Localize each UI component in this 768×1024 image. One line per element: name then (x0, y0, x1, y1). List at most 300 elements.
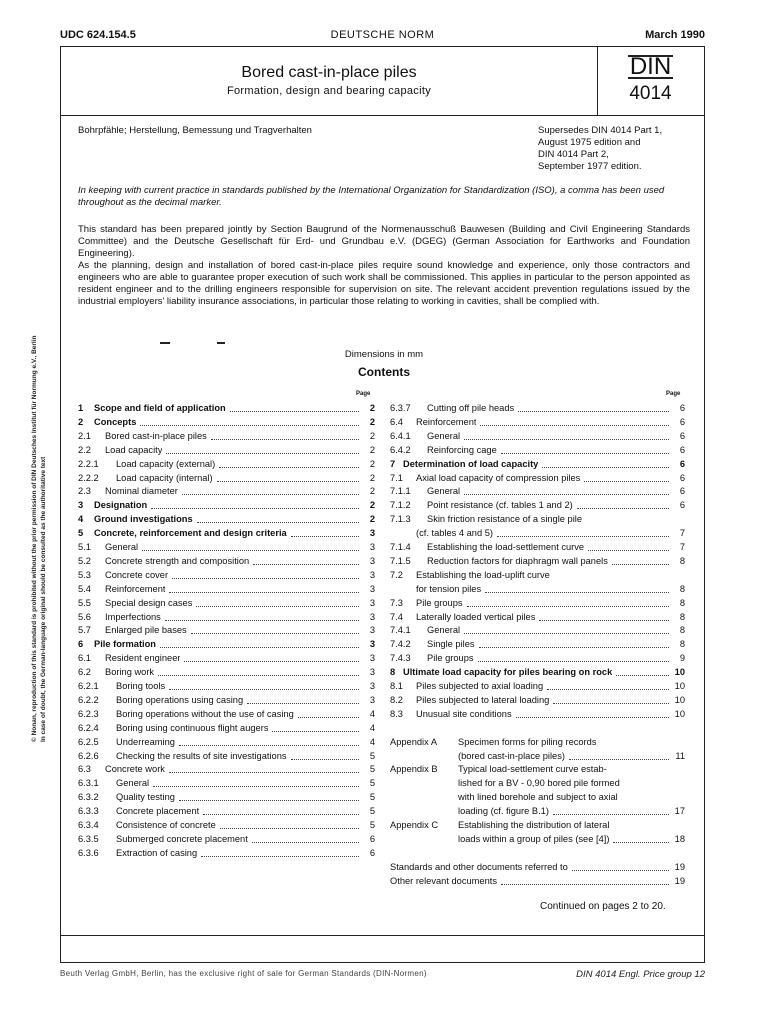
toc-entry[interactable] (390, 444, 685, 456)
toc-leader-dots (501, 875, 669, 885)
toc-entry-title: Bored cast-in-place piles (105, 430, 207, 441)
toc-entry-title: Other relevant documents (390, 875, 497, 886)
intro-paragraph: As the planning, design and installation of bored cast-in-place piles require sound knowledge and experience, only those contractors and engineers who are able to guarantee proper execution of such work shall be commissioned. This applies in particular to the person appointed as resident engineer and to the drilling engineers responsible for supervision on site. The relevant accident prevention regulations issued by the industrial employers' liability insurance associations, in particular those relating to working in cavities, shall be complied with. (78, 260, 690, 307)
toc-entry[interactable] (78, 555, 375, 567)
toc-entry-title: Boring work (105, 667, 155, 678)
toc-entry[interactable] (78, 430, 375, 442)
toc-entry[interactable] (78, 763, 375, 775)
toc-leader-dots (153, 777, 359, 787)
toc-leader-dots (165, 611, 359, 621)
toc-entry[interactable] (78, 805, 375, 817)
title-cell (61, 47, 598, 115)
toc-entry[interactable] (78, 847, 375, 859)
toc-entry[interactable] (390, 624, 685, 636)
toc-entry[interactable] (390, 430, 685, 442)
supersedes-line: August 1975 edition and (538, 137, 641, 148)
toc-entry[interactable] (390, 750, 685, 762)
toc-entry[interactable] (78, 611, 375, 623)
toc-leader-dots (272, 722, 359, 732)
toc-entry[interactable] (78, 527, 375, 539)
toc-leader-dots (179, 736, 359, 746)
toc-entry[interactable] (78, 499, 375, 511)
toc-entry[interactable] (78, 750, 375, 762)
toc-entry-title: Concrete work (105, 764, 165, 775)
toc-entry-page: 3 (369, 625, 375, 636)
toc-leader-dots (217, 472, 359, 482)
toc-entry-number: 2.2.1 (78, 458, 99, 469)
toc-entry-title: Concrete placement (116, 806, 200, 817)
toc-entry[interactable] (390, 611, 685, 623)
toc-entry[interactable] (78, 541, 375, 553)
toc-entry-number: 6.3.3 (78, 806, 99, 817)
toc-entry[interactable] (390, 416, 685, 428)
toc-leader-dots (584, 472, 669, 482)
toc-entry-page: 3 (369, 639, 375, 650)
toc-entry-number: 7.1.5 (390, 555, 411, 566)
toc-entry-number: 7 (390, 458, 396, 469)
toc-entry-page: 3 (369, 528, 375, 539)
title-block (61, 47, 704, 116)
toc-entry-title: Consistence of concrete (116, 820, 216, 830)
toc-leader-dots (516, 708, 669, 718)
norm-label: DEUTSCHE NORM (330, 29, 435, 41)
toc-leader-dots (247, 694, 359, 704)
toc-entry-title: Submerged concrete placement (116, 833, 248, 844)
toc-leader-dots (211, 430, 359, 440)
toc-leader-dots (518, 402, 669, 412)
toc-entry-title: Typical load-settlement curve estab- (458, 764, 607, 775)
toc-entry-page: 6 (679, 444, 685, 455)
toc-entry-page: 19 (674, 875, 685, 886)
toc-entry-number: Appendix C (390, 820, 439, 830)
toc-leader-dots (553, 694, 669, 704)
toc-entry-number: 6.3.4 (78, 820, 99, 830)
toc-entry-number: 6.3.2 (78, 792, 99, 803)
toc-entry-page: 5 (369, 778, 375, 789)
toc-leader-dots (252, 833, 359, 843)
toc-entry-title: General (116, 778, 150, 789)
toc-entry-page: 3 (369, 667, 375, 678)
toc-leader-dots (616, 666, 669, 676)
toc-entry-number: 5.7 (78, 625, 91, 636)
toc-entry-number: 6.2.4 (78, 722, 99, 733)
bottom-box (61, 935, 704, 962)
toc-entry-number: 6.2.6 (78, 750, 99, 761)
toc-entry[interactable] (78, 513, 375, 525)
toc-entry-page: 5 (369, 820, 375, 830)
toc-entry[interactable] (78, 777, 375, 789)
toc-entry-title: Point resistance (cf. tables 1 and 2) (427, 500, 573, 511)
toc-entry[interactable] (390, 597, 685, 609)
toc-leader-dots (577, 499, 669, 509)
toc-entry[interactable] (78, 597, 375, 609)
toc-leader-dots (182, 485, 359, 495)
toc-entry-title: General (105, 542, 139, 552)
toc-entry-page: 3 (369, 653, 375, 664)
toc-entry-number: 7.4.1 (390, 625, 411, 636)
toc-entry-title: Concrete strength and composition (105, 555, 250, 566)
toc-leader-dots (479, 638, 669, 648)
copyright-line: In case of doubt, the German-language original should be consulted as the authoritative text (40, 456, 47, 742)
price-group: DIN 4014 Engl. Price group 12 (576, 969, 705, 980)
toc-entry[interactable] (78, 458, 375, 470)
toc-entry-page: 3 (369, 694, 375, 705)
toc-entry-title: for tension piles (416, 583, 482, 594)
toc-entry[interactable] (390, 694, 685, 706)
toc-entry-number: 2.2.2 (78, 472, 99, 483)
toc-leader-dots (291, 750, 359, 760)
toc-entry-title: Standards and other documents referred to (390, 861, 568, 872)
supersedes-line: Supersedes DIN 4014 Part 1, (538, 125, 663, 136)
toc-entry[interactable] (78, 819, 375, 831)
toc-entry[interactable] (390, 680, 685, 692)
toc-entry-title: Reduction factors for diaphragm wall panels (427, 555, 608, 566)
toc-entry[interactable] (390, 402, 685, 414)
toc-entry-number: Appendix A (390, 736, 438, 747)
toc-entry-title: Boring using continuous flight augers (116, 722, 269, 733)
toc-entry-title: Establishing the distribution of lateral (458, 820, 610, 830)
toc-entry-title: Boring tools (116, 681, 166, 691)
toc-entry-page: 8 (679, 639, 685, 650)
german-title: Bohrpfähle; Herstellung, Bemessung und Tragverhalten (78, 125, 312, 136)
toc-leader-dots (203, 805, 359, 815)
toc-leader-dots (179, 791, 359, 801)
toc-entry-number: 5.5 (78, 597, 91, 608)
toc-entry-page: 6 (679, 430, 685, 441)
toc-entry-title: Imperfections (105, 611, 161, 622)
toc-entry[interactable] (78, 638, 375, 650)
toc-entry-number: Appendix B (390, 764, 438, 775)
toc-entry-number: 7.4.2 (390, 639, 411, 650)
toc-entry-number: 6.2.2 (78, 694, 99, 705)
toc-entry-number: 6.2.3 (78, 708, 99, 719)
toc-entry-title: loading (cf. figure B.1) (458, 806, 549, 817)
toc-entry-number: 7.1 (390, 472, 403, 483)
toc-entry-number: 6.1 (78, 653, 91, 664)
toc-entry[interactable] (390, 666, 685, 678)
supersedes-line: September 1977 edition. (538, 161, 642, 172)
toc-entry[interactable] (390, 555, 685, 567)
toc-entry-number: 7.1.4 (390, 542, 411, 552)
toc-entry[interactable] (78, 444, 375, 456)
publisher-note: Beuth Verlag GmbH, Berlin, has the exclusive right of sale for German Standards (DIN-Normen) (60, 969, 427, 978)
udc-code: UDC 624.154.5 (60, 29, 136, 41)
toc-entry-page: 2 (369, 458, 375, 469)
toc-entry-title: Single piles (427, 639, 475, 650)
toc-entry-page: 5 (369, 764, 375, 775)
toc-entry-title: Special design cases (105, 597, 193, 608)
toc-leader-dots (220, 819, 359, 829)
toc-entry-page: 8 (679, 611, 685, 622)
toc-leader-dots (480, 416, 669, 426)
toc-entry-number: 2.1 (78, 430, 91, 441)
toc-entry[interactable] (390, 708, 685, 720)
toc-entry[interactable] (390, 875, 685, 887)
toc-entry-number: 3 (78, 500, 84, 511)
toc-leader-dots (166, 444, 359, 454)
toc-entry-page: 2 (369, 403, 375, 413)
toc-entry-page: 19 (674, 861, 685, 872)
toc-entry-page: 10 (674, 681, 685, 691)
toc-entry[interactable] (78, 736, 375, 748)
toc-entry-number: 2 (78, 416, 84, 427)
toc-entry-page: 6 (679, 500, 685, 511)
toc-entry-title: Establishing the load-uplift curve (416, 569, 550, 580)
toc-leader-dots (569, 750, 669, 760)
toc-entry-page: 6 (369, 847, 375, 858)
toc-entry-page: 7 (679, 528, 685, 539)
toc-entry-title: Reinforcing cage (427, 444, 497, 455)
toc-entry-title: General (427, 625, 461, 636)
toc-entry-page: 3 (369, 611, 375, 622)
toc-entry[interactable] (390, 791, 685, 803)
document-title: Bored cast-in-place piles (241, 64, 417, 81)
toc-entry[interactable] (78, 708, 375, 720)
toc-entry-number: 5.3 (78, 569, 91, 580)
toc-entry-number: 8.3 (390, 708, 403, 719)
toc-entry[interactable] (78, 652, 375, 664)
toc-entry[interactable] (78, 569, 375, 581)
toc-entry-page: 18 (674, 833, 685, 844)
toc-entry[interactable] (390, 458, 685, 470)
toc-entry[interactable] (390, 527, 685, 539)
toc-entry[interactable] (390, 472, 685, 484)
toc-entry-title: Resident engineer (105, 653, 181, 664)
toc-entry-page: 2 (369, 430, 375, 441)
toc-entry-page: 8 (679, 583, 685, 594)
toc-entry[interactable] (390, 777, 685, 789)
toc-entry[interactable] (390, 736, 685, 748)
toc-entry[interactable] (78, 680, 375, 692)
toc-entry[interactable] (78, 472, 375, 484)
iso-note: In keeping with current practice in standards published by the International Organization for Standardization (ISO), a comma has been used throughout as the decimal marker. (78, 185, 665, 208)
toc-entry-title: Quality testing (116, 792, 175, 803)
toc-entry-title: Pile formation (94, 639, 156, 650)
toc-entry-page: 2 (369, 472, 375, 483)
toc-leader-dots (485, 583, 669, 593)
toc-entry[interactable] (390, 722, 685, 734)
toc-entry-page: 3 (369, 597, 375, 608)
toc-entry-title: Concepts (94, 416, 137, 427)
din-number: 4014 (629, 83, 672, 104)
toc-entry-number: 7.4.3 (390, 653, 411, 664)
document-subtitle: Formation, design and bearing capacity (226, 85, 431, 97)
toc-entry-page: 10 (674, 694, 685, 705)
toc-entry-page: 5 (369, 806, 375, 817)
toc-entry-title: Nominal diameter (105, 486, 178, 497)
toc-leader-dots (219, 458, 359, 468)
toc-entry-title: Establishing the load-settlement curve (427, 542, 585, 552)
toc-leader-dots (588, 541, 669, 551)
toc-entry-title: Ground investigations (94, 514, 193, 525)
toc-entry-number: 5.1 (78, 542, 91, 552)
toc-entry-title: Load capacity (external) (116, 458, 216, 469)
toc-leader-dots (542, 458, 669, 468)
toc-entry[interactable] (390, 763, 685, 775)
toc-entry-number: 6.3.6 (78, 847, 99, 858)
toc-leader-dots (539, 611, 669, 621)
din-cell (597, 47, 704, 115)
toc-entry-page: 7 (679, 542, 685, 552)
page-column-label: Page (666, 391, 681, 397)
toc-entry-page: 8 (679, 625, 685, 636)
toc-entry[interactable] (390, 805, 685, 817)
toc-entry-page: 3 (369, 681, 375, 691)
toc-entry[interactable] (390, 652, 685, 664)
toc-entry-title: Skin friction resistance of a single pile (427, 514, 583, 525)
toc-leader-dots (151, 499, 359, 509)
toc-entry-number: 5 (78, 528, 84, 539)
toc-leader-dots (197, 513, 359, 523)
toc-entry-page: 9 (679, 653, 685, 664)
toc-leader-dots (464, 624, 669, 634)
toc-entry[interactable] (78, 583, 375, 595)
toc-entry-title: General (427, 430, 461, 441)
toc-entry-number: 6.4.1 (390, 430, 411, 441)
toc-entry-title: Designation (94, 500, 148, 511)
toc-entry-title: Underreaming (116, 736, 175, 747)
toc-leader-dots (169, 763, 359, 773)
toc-entry[interactable] (390, 583, 685, 595)
toc-entry-number: 6.4.2 (390, 444, 411, 455)
toc-entry[interactable] (78, 791, 375, 803)
mark-dash (217, 342, 225, 344)
toc-entry-number: 7.3 (390, 597, 403, 608)
toc-leader-dots (464, 485, 669, 495)
toc-entry-page: 6 (369, 833, 375, 844)
toc-leader-dots (467, 597, 669, 607)
toc-leader-dots (497, 527, 669, 537)
toc-entry[interactable] (390, 569, 685, 581)
toc-entry[interactable] (390, 861, 685, 873)
toc-entry[interactable] (390, 513, 685, 525)
toc-leader-dots (547, 680, 669, 690)
toc-entry-page: 6 (679, 486, 685, 497)
toc-entry-number: 7.1.2 (390, 500, 411, 511)
toc-entry-number: 2.3 (78, 486, 91, 497)
toc-entry-title: Concrete cover (105, 569, 169, 580)
toc-entry-page: 17 (674, 806, 685, 817)
copyright-line: © Nonan, reproduction of this standard is prohibited without the prior permission of DIN Deutsches Institut für Normung e.V., Berlin (31, 335, 38, 742)
toc-entry[interactable] (78, 402, 375, 414)
toc-entry-title: Unusual site conditions (416, 708, 512, 719)
toc-leader-dots (172, 569, 359, 579)
toc-entry[interactable] (78, 416, 375, 428)
toc-entry-page: 10 (674, 667, 685, 678)
toc-entry-number: 5.2 (78, 555, 91, 566)
toc-entry-number: 6.3.1 (78, 778, 99, 789)
toc-entry-title: Extraction of casing (116, 847, 198, 858)
toc-entry-number: 6.2 (78, 667, 91, 678)
toc-leader-dots (298, 708, 359, 718)
toc-entry[interactable] (390, 485, 685, 497)
mark-dash (160, 342, 170, 344)
toc-entry-number: 8.2 (390, 694, 403, 705)
toc-entry-page: 2 (369, 486, 375, 497)
toc-entry[interactable] (390, 499, 685, 511)
toc-leader-dots (253, 555, 359, 565)
din-logo: DIN (629, 53, 672, 80)
toc-entry-page: 4 (369, 722, 375, 733)
toc-entry-number: 6.3 (78, 764, 91, 775)
toc-entry-number: 4 (78, 514, 84, 525)
toc-entry-page: 6 (679, 458, 685, 469)
toc-entry-page: 4 (369, 736, 375, 747)
toc-leader-dots (291, 527, 359, 537)
toc-entry-page: 6 (679, 416, 685, 427)
toc-entry-title: Specimen forms for piling records (458, 736, 597, 747)
toc-entry-title: General (427, 486, 461, 497)
dimensions-note: Dimensions in mm (344, 349, 424, 360)
toc-entry-title: Piles subjected to lateral loading (416, 694, 550, 705)
toc-entry[interactable] (78, 722, 375, 734)
toc-entry[interactable] (390, 847, 685, 859)
toc-entry[interactable] (78, 666, 375, 678)
toc-entry[interactable] (390, 833, 685, 845)
toc-leader-dots (613, 833, 669, 843)
toc-entry-title: Axial load capacity of compression piles (416, 472, 581, 483)
toc-entry[interactable] (390, 819, 685, 831)
toc-entry-title: Scope and field of application (94, 403, 226, 413)
toc-entry-number: 6.2.5 (78, 736, 99, 747)
issue-date: March 1990 (645, 29, 705, 41)
toc-entry-title: loads within a group of piles (see [4]) (458, 833, 610, 844)
toc-entry-title: Laterally loaded vertical piles (416, 611, 536, 622)
toc-entry[interactable] (390, 638, 685, 650)
toc-entry-number: 5.6 (78, 611, 91, 622)
toc-entry-title: (cf. tables 4 and 5) (416, 528, 493, 539)
toc-entry-page: 5 (369, 750, 375, 761)
page-column-label: Page (356, 391, 371, 397)
toc-entry-title: Concrete, reinforcement and design criteria (94, 528, 287, 539)
toc-entry-title: Pile groups (427, 653, 474, 664)
toc-entry[interactable] (78, 833, 375, 845)
toc-entry-title: Pile groups (416, 597, 463, 608)
toc-entry-page: 6 (679, 472, 685, 483)
supersedes-note (538, 125, 698, 173)
toc-entry-page: 3 (369, 569, 375, 580)
toc-entry-page: 11 (675, 750, 685, 761)
toc-entry-number: 1 (78, 403, 84, 413)
toc-entry-title: Load capacity (105, 444, 163, 455)
toc-leader-dots (230, 402, 359, 412)
toc-entry-number: 2.2 (78, 444, 91, 455)
toc-entry-title: Boring operations using casing (116, 694, 244, 705)
toc-entry-page: 6 (679, 403, 685, 413)
toc-entry-title: Enlarged pile bases (105, 625, 187, 636)
toc-leader-dots (464, 430, 669, 440)
toc-entry-page: 8 (679, 555, 685, 566)
toc-entry-title: Boring operations without the use of casing (116, 708, 294, 719)
toc-entry-number: 6.2.1 (78, 681, 99, 691)
toc-entry-number: 5.4 (78, 583, 91, 594)
toc-entry[interactable] (78, 485, 375, 497)
toc-entry-title: (bored cast-in-place piles) (458, 750, 565, 761)
toc-entry[interactable] (78, 624, 375, 636)
toc-entry[interactable] (78, 694, 375, 706)
toc-entry[interactable] (390, 541, 685, 553)
toc-entry-page: 5 (369, 792, 375, 803)
toc-leader-dots (184, 652, 359, 662)
toc-leader-dots (612, 555, 669, 565)
toc-entry-page: 4 (369, 708, 375, 719)
toc-entry-title: Piles subjected to axial loading (416, 681, 544, 691)
toc-leader-dots (501, 444, 669, 454)
toc-entry-title: Checking the results of site investigations (116, 750, 287, 761)
toc-leader-dots (196, 597, 359, 607)
toc-leader-dots (142, 541, 359, 551)
toc-leader-dots (169, 583, 359, 593)
